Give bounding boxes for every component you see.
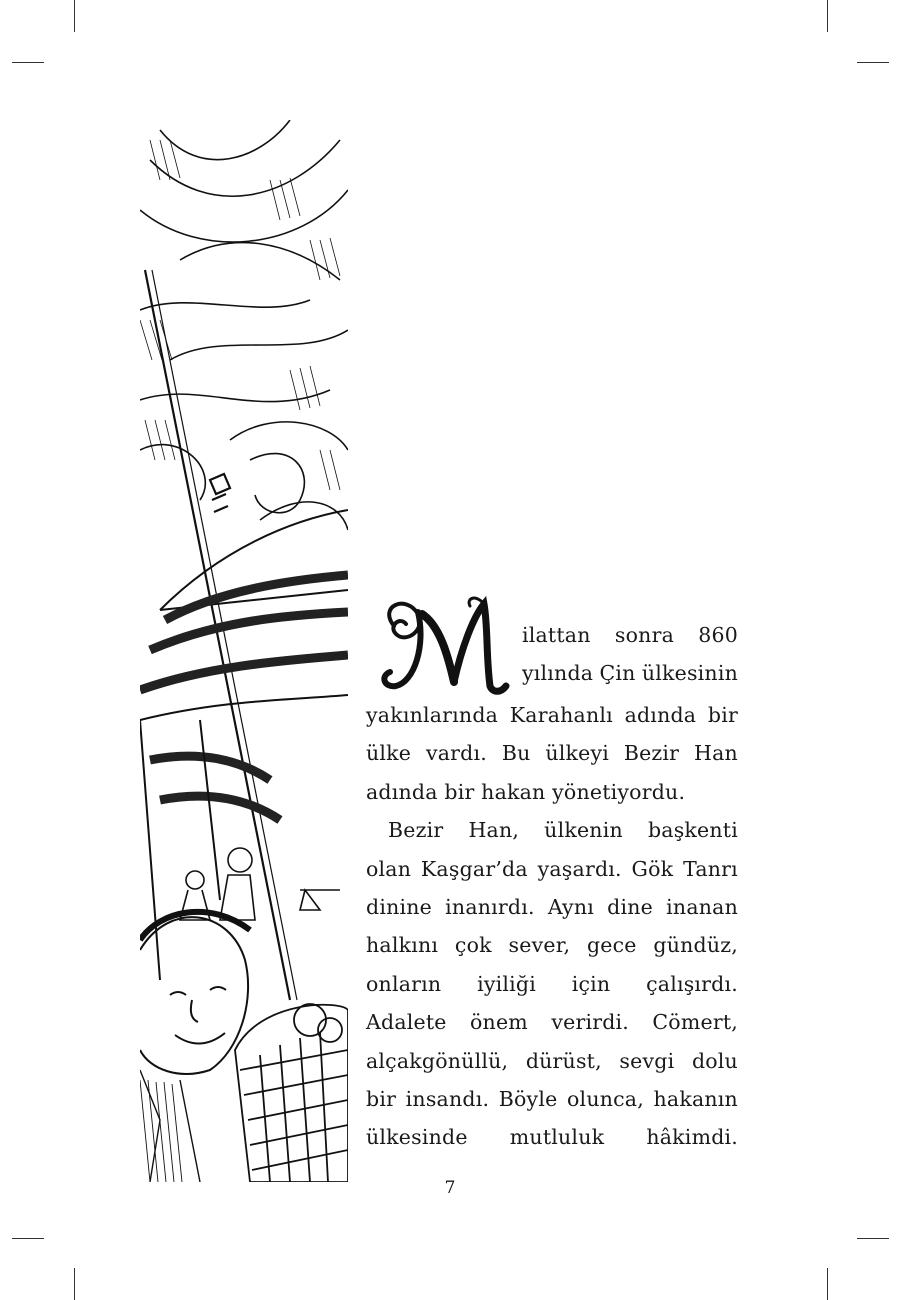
crop-mark [857,1238,889,1239]
text-line: dinine inanırdı. Aynı dine inanan [366,895,738,920]
text-line: halkını çok sever, gece gündüz, [366,933,738,958]
crop-mark [827,0,828,32]
story-text [366,586,738,1157]
text-line: Adalete önem verirdi. Cömert, [366,1010,738,1035]
page-number: 7 [444,1178,456,1198]
text-line: bir insandı. Böyle olunca, hakanın [366,1087,738,1112]
basket [235,1004,348,1182]
text-line: onların iyiliği için çalışırdı. [366,971,738,996]
text-line: Bezir Han, ülkenin başkenti [388,818,738,843]
text-line: olan Kaşgar’da yaşardı. Gök Tanrı [366,856,738,881]
drop-cap-ornament [366,586,516,696]
smiling-face [140,912,250,1182]
crop-mark [12,62,44,63]
text-line: adında bir hakan yönetiyordu. [366,779,686,804]
paragraph-2 [366,811,738,1157]
drop-cap [366,586,516,696]
crop-mark [857,62,889,63]
text-line: ilattan sonra 860 [522,623,738,647]
text-line: ülke vardı. Bu ülkeyi Bezir Han [366,741,738,766]
crop-mark [827,1268,828,1300]
text-line: alçakgönüllü, dürüst, sevgi dolu [366,1048,738,1073]
crop-mark [12,1238,44,1239]
crop-mark [74,1268,75,1300]
spear-pole [145,270,290,1000]
text-line: yakınlarında Karahanlı adında bir [366,703,738,727]
crop-mark [74,0,75,32]
text-line: yılında Çin ülkesinin [522,661,738,686]
sky-swirls [140,120,348,530]
bazaar-illustration [140,120,348,1182]
text-line: ülkesinde mutluluk hâkimdi. [366,1125,738,1150]
